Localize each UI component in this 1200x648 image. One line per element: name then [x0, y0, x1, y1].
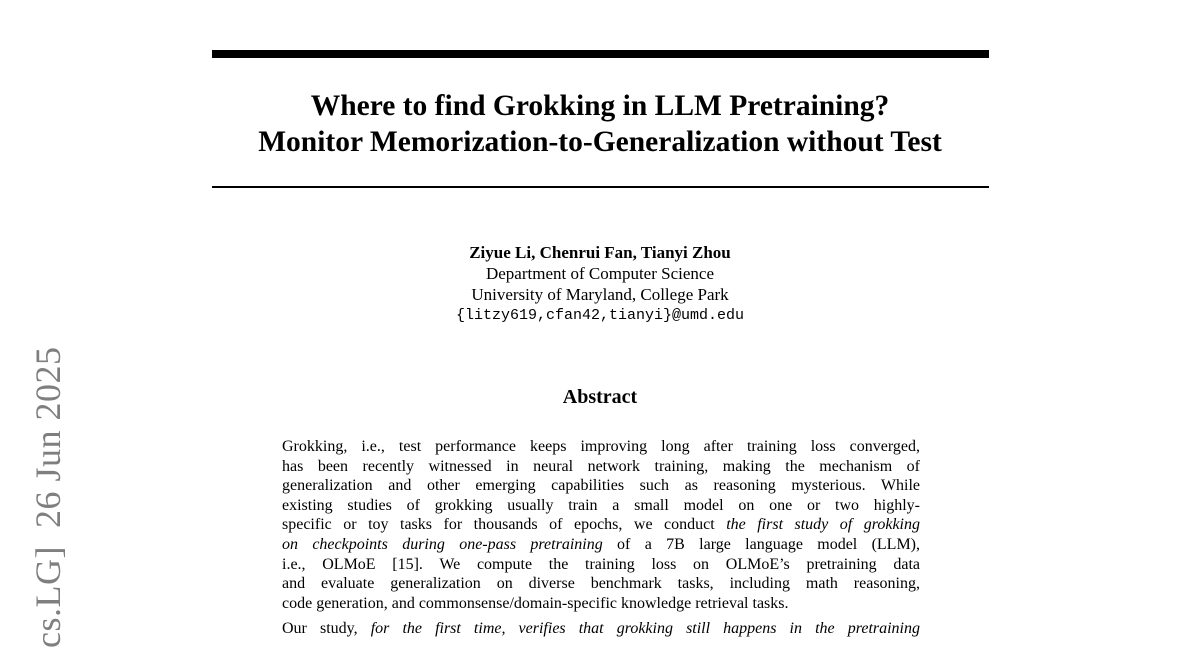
abstract-heading: Abstract: [562, 386, 638, 408]
abstract-text: Our study,: [282, 620, 371, 638]
abstract-text: specific or toy tasks for thousands of epochs, we conduct: [282, 516, 727, 534]
abstract-body: [282, 437, 920, 639]
author-department: Department of Computer Science: [485, 264, 714, 283]
arxiv-date: 26 Jun 2025: [28, 346, 68, 529]
abstract-text: of a 7B large language model (LLM),: [602, 535, 921, 553]
abstract-line: generalization and other emerging capabilities such as reasoning mysterious. While: [282, 477, 920, 495]
abstract-line: and evaluate generalization on diverse benchmark tasks, including math reasoning,: [282, 575, 920, 593]
abstract-line: Grokking, i.e., test performance keeps improving long after training loss converged,: [282, 438, 920, 455]
abstract-line: existing studies of grokking usually train a small model on one or two highly-: [282, 496, 920, 514]
abstract-line: has been recently witnessed in neural network training, making the mechanism of: [282, 457, 920, 475]
author-block: [300, 242, 900, 326]
abstract-line: [282, 535, 920, 555]
author-institution: University of Maryland, College Park: [471, 285, 729, 304]
abstract-paragraph-2-line: [282, 619, 920, 639]
title-line-2: Monitor Memorization-to-Generalization without Test: [258, 126, 942, 158]
abstract-emphasis: on checkpoints during one-pass pretraining: [282, 535, 603, 553]
paper-title: [150, 88, 1050, 160]
abstract-line: i.e., OLMoE [15]. We compute the training loss on OLMoE’s pretraining data: [282, 555, 920, 573]
abstract-emphasis: for the first time, verifies that grokking still happens in the pretraining: [370, 620, 921, 638]
title-line-1: Where to find Grokking in LLM Pretraining?: [310, 90, 890, 122]
arxiv-category: cs.LG]: [28, 546, 68, 648]
abstract-line: [282, 515, 920, 535]
abstract-emphasis: the first study of grokking: [726, 516, 920, 534]
author-email: {litzy619,cfan42,tianyi}@umd.edu: [455, 307, 745, 324]
arxiv-sidebar-stamp: [28, 329, 68, 648]
abstract-line: code generation, and commonsense/domain-specific knowledge retrieval tasks.: [282, 594, 789, 612]
author-names: Ziyue Li, Chenrui Fan, Tianyi Zhou: [469, 243, 731, 262]
title-bottom-rule: [212, 186, 989, 188]
title-top-rule: [212, 50, 989, 58]
